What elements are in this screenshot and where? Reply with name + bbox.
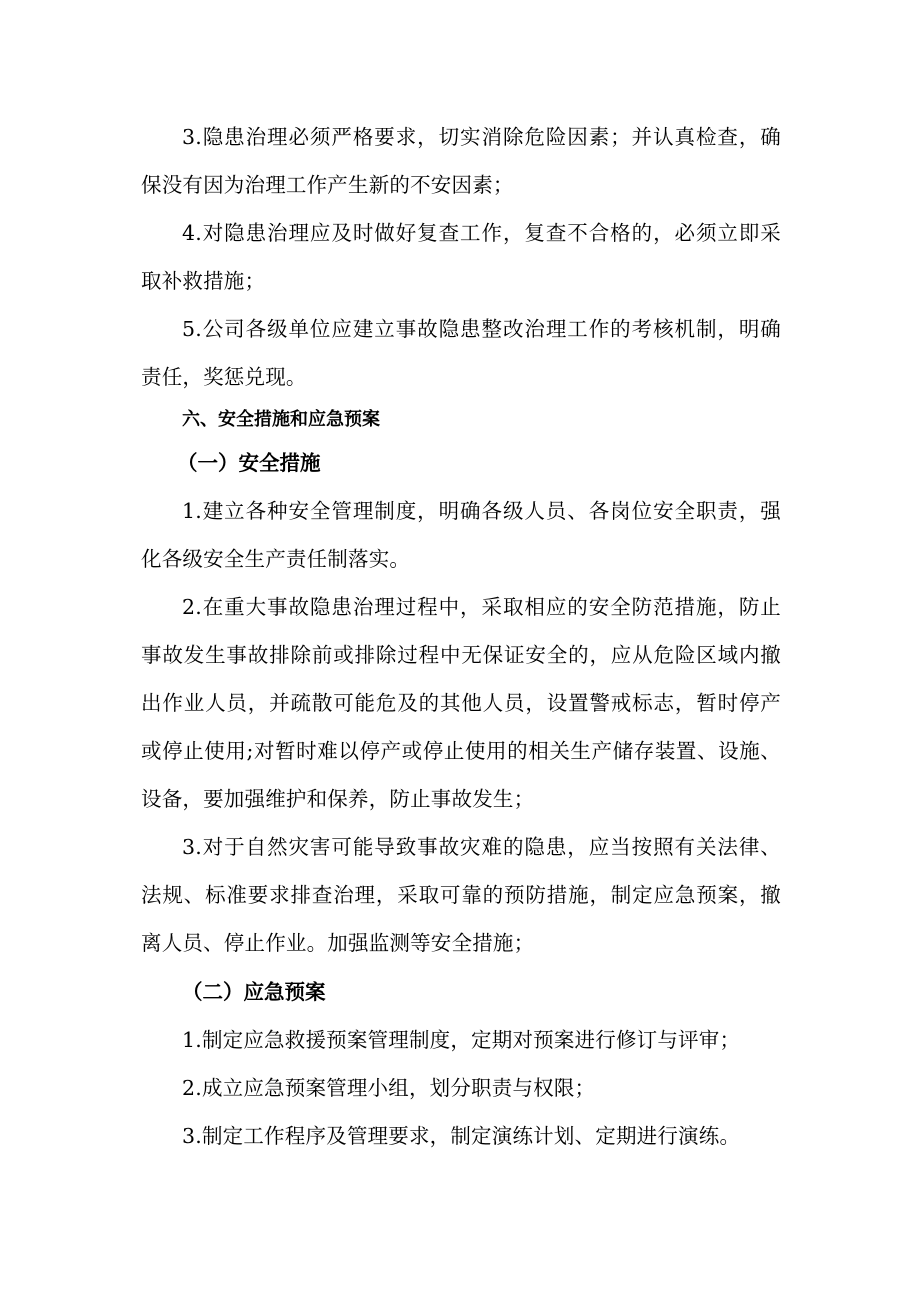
- subsection-title-emergency-plan: （二）应急预案: [182, 980, 326, 1004]
- safety-item-3: 3.对于自然灾害可能导致事故灾难的隐患，应当按照有关法律、法规、标准要求排查治理，采取可靠的预防措施，制定应急预案，撤离人员、停止作业。加强监测等安全措施；: [141, 835, 781, 955]
- paragraph-item-3: 3.隐患治理必须严格要求，切实消除危险因素；并认真检查，确保没有因为治理工作产生新的不安因素；: [141, 125, 781, 197]
- paragraph-item-5: 5.公司各级单位应建立事故隐患整改治理工作的考核机制，明确责任，奖惩兑现。: [141, 317, 781, 389]
- safety-item-2: 2.在重大事故隐患治理过程中，采取相应的安全防范措施，防止事故发生事故排除前或排除过程中无保证安全的，应从危险区域内撤出作业人员，并疏散可能危及的其他人员，设置警戒标志，暂时停产或停止使用;对暂时难以停产或停止使用的相关生产储存装置、设施、设备，要加强维护和保养，防止事故发生；: [141, 595, 781, 811]
- paragraph-item-4: 4.对隐患治理应及时做好复查工作，复查不合格的，必须立即采取补救措施；: [141, 221, 781, 293]
- emergency-item-3: 3.制定工作程序及管理要求，制定演练计划、定期进行演练。: [182, 1124, 741, 1148]
- safety-item-1: 1.建立各种安全管理制度，明确各级人员、各岗位安全职责，强化各级安全生产责任制落实。: [141, 499, 781, 571]
- emergency-item-2: 2.成立应急预案管理小组，划分职责与权限；: [182, 1076, 596, 1100]
- section-heading: 六、安全措施和应急预案: [182, 409, 380, 430]
- emergency-item-1: 1.制定应急救援预案管理制度，定期对预案进行修订与评审；: [182, 1028, 741, 1052]
- subsection-title-safety-measures: （一）安全措施: [177, 451, 321, 475]
